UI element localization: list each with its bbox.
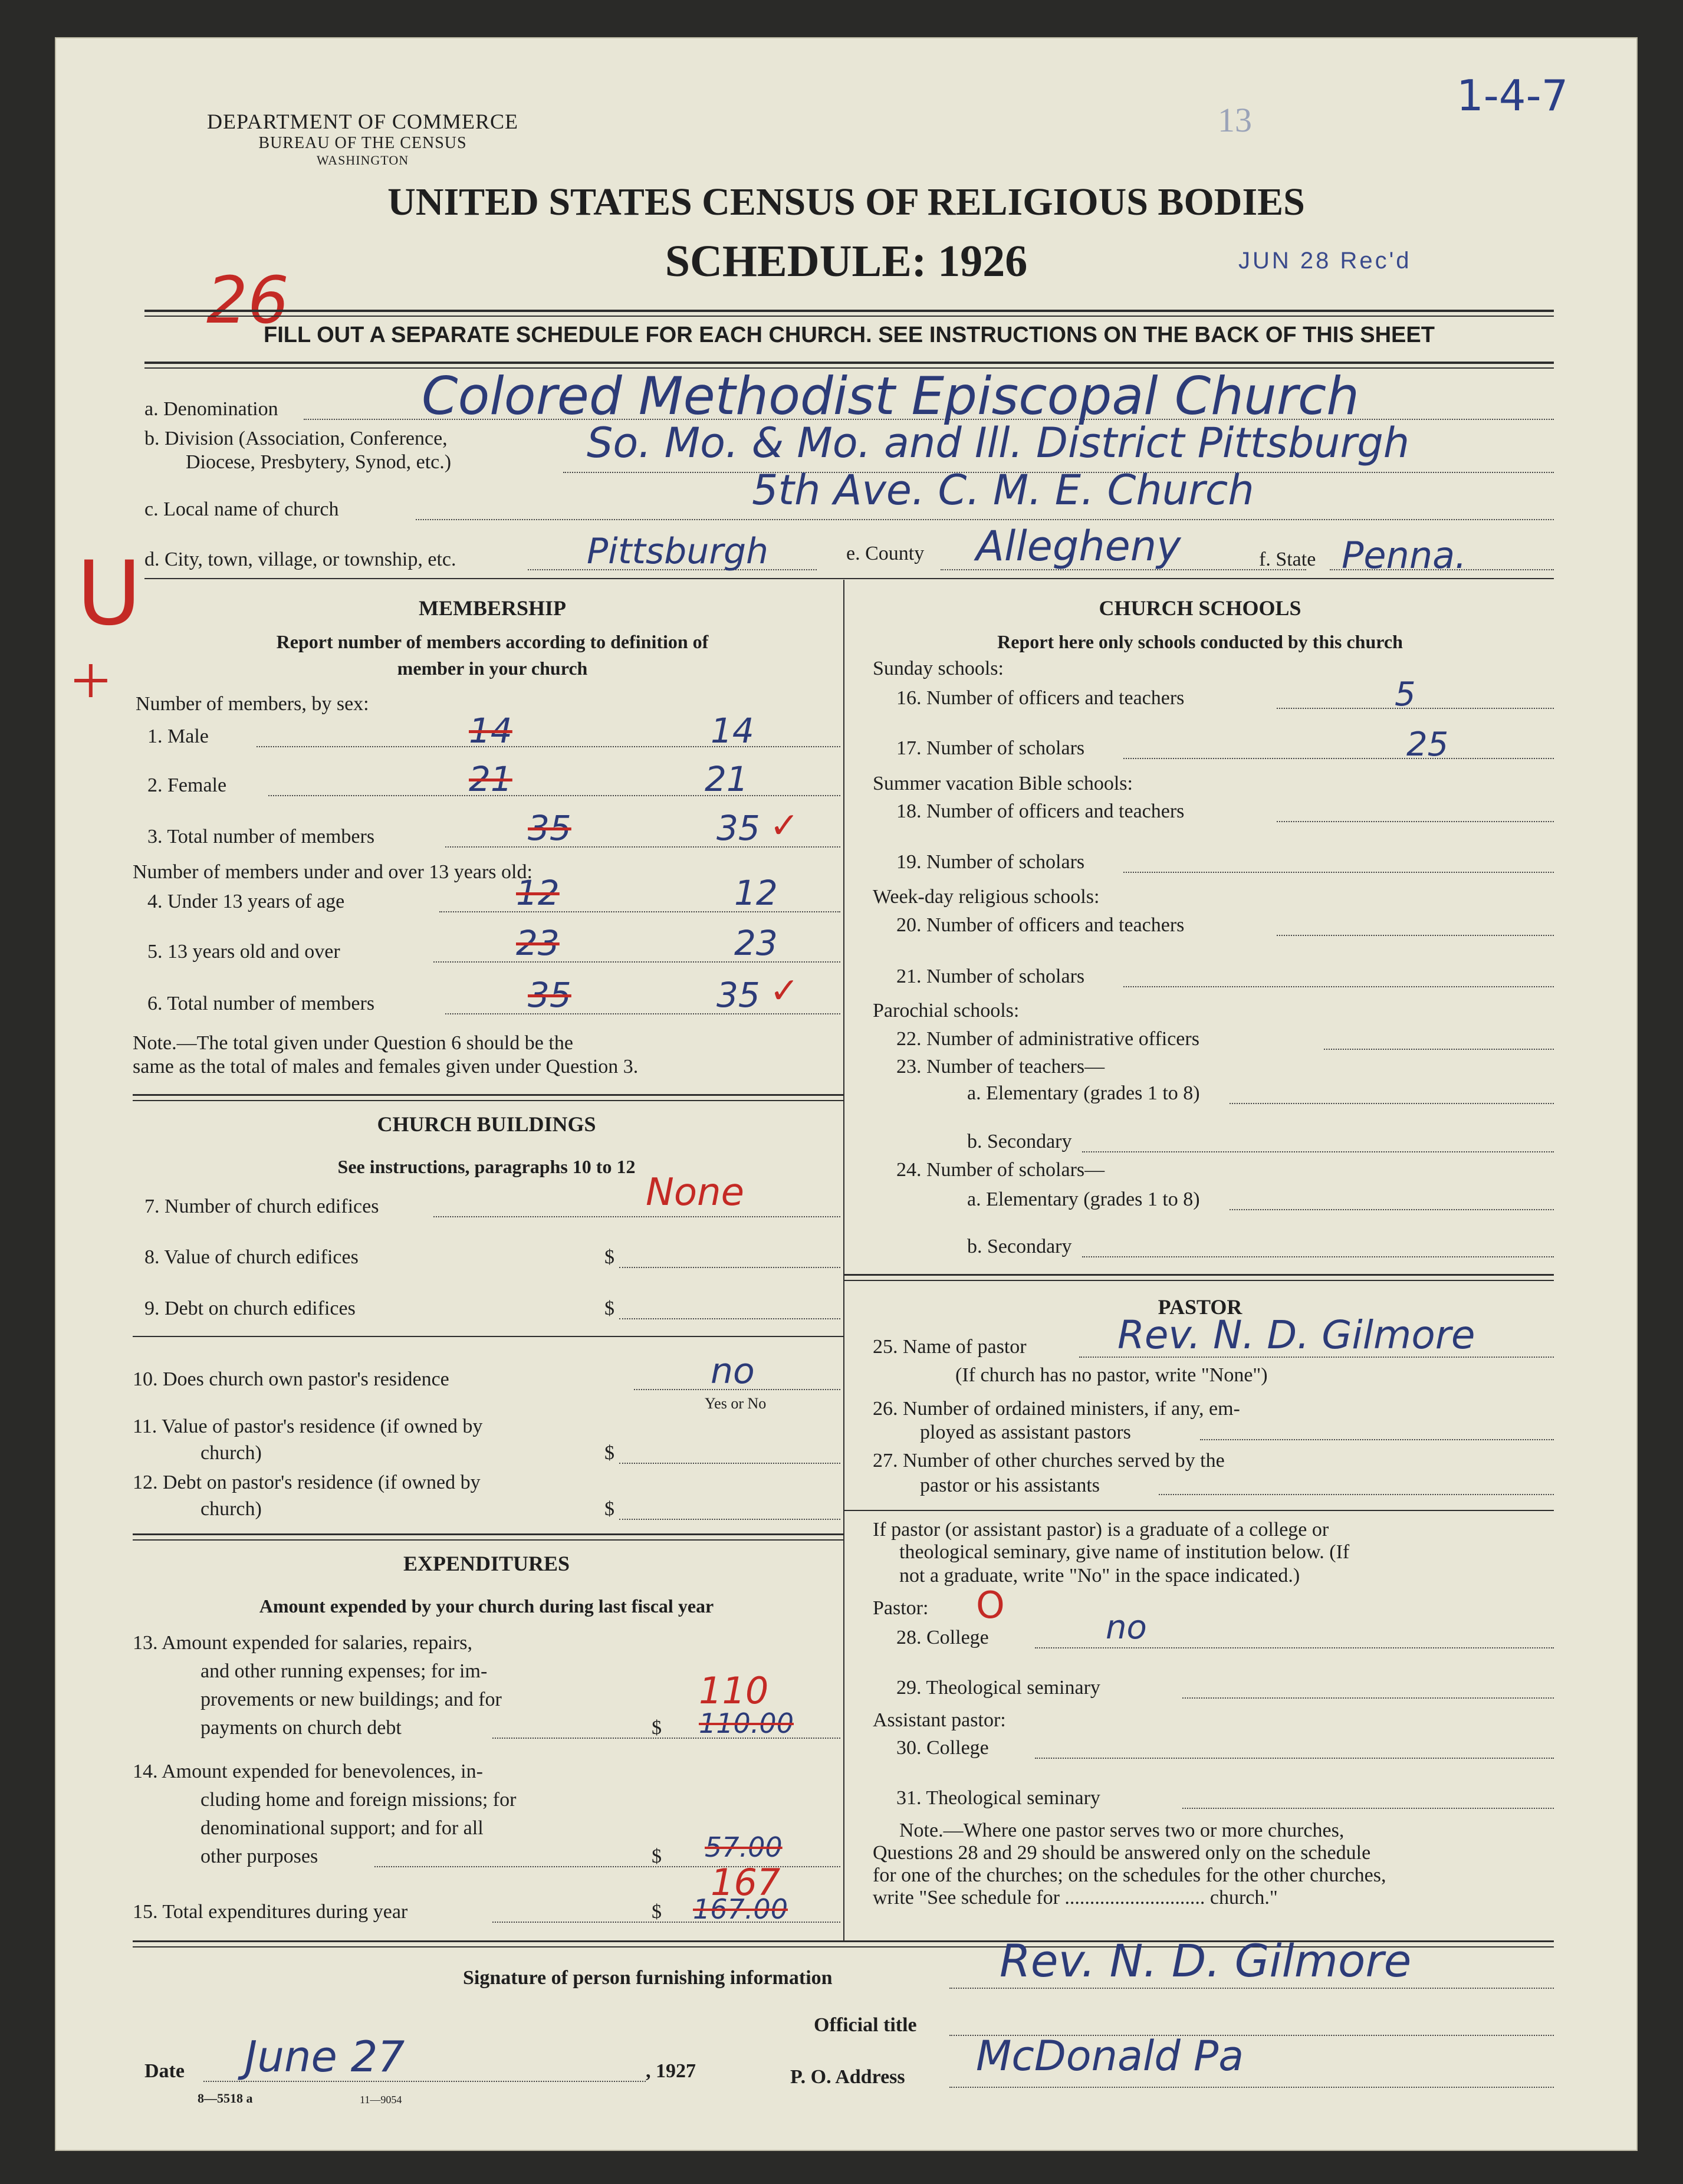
denomination-label: a. Denomination bbox=[144, 398, 278, 420]
header-rule-top-2 bbox=[144, 316, 1554, 317]
q7-line bbox=[433, 1216, 840, 1217]
q16-label: 16. Number of officers and teachers bbox=[896, 687, 1185, 709]
q24a-line bbox=[1230, 1209, 1554, 1210]
q3-line bbox=[445, 846, 840, 848]
membership-sub-1: Report number of members according to definition of bbox=[276, 631, 709, 652]
q25-note: (If church has no pastor, write "None") bbox=[955, 1364, 1268, 1386]
q27-line bbox=[1159, 1494, 1554, 1495]
q15-dollar: $ bbox=[652, 1901, 662, 1923]
q25-label: 25. Name of pastor bbox=[873, 1336, 1027, 1358]
membership-sub-2: member in your church bbox=[397, 658, 588, 679]
column-divider-lower bbox=[843, 1541, 844, 1942]
official-title-label: Official title bbox=[814, 2014, 917, 2036]
q26-line bbox=[1200, 1439, 1554, 1440]
margin-plus: + bbox=[71, 641, 111, 720]
q15-line bbox=[492, 1922, 840, 1923]
q6-struck: 35 bbox=[528, 975, 571, 1015]
q13-dollar: $ bbox=[652, 1717, 662, 1739]
pastor-subhead: Pastor: bbox=[873, 1597, 929, 1619]
q3-check-mark: ✓ bbox=[770, 806, 800, 845]
margin-letter: U bbox=[77, 543, 142, 645]
q18-label: 18. Number of officers and teachers bbox=[896, 800, 1185, 822]
q30-line bbox=[1035, 1758, 1554, 1759]
address-value: McDonald Pa bbox=[976, 2032, 1244, 2080]
q10-label: 10. Does church own pastor's residence bbox=[133, 1368, 449, 1390]
pastor-mark: O bbox=[976, 1584, 1005, 1627]
q20-label: 20. Number of officers and teachers bbox=[896, 914, 1185, 936]
form-title: UNITED STATES CENSUS OF RELIGIOUS BODIES bbox=[387, 180, 1305, 224]
q5-line bbox=[433, 961, 840, 963]
county-value: Allegheny bbox=[976, 522, 1181, 570]
q13-label-4: payments on church debt bbox=[200, 1717, 402, 1739]
buildings-rule-2 bbox=[133, 1533, 843, 1535]
graduate-text-3: not a graduate, write "No" in the space indicated.) bbox=[899, 1565, 1300, 1587]
pastor-note-3: for one of the churches; on the schedules for the other churches, bbox=[873, 1864, 1386, 1886]
form-number: 8—5518 a bbox=[198, 2091, 253, 2106]
q5-struck: 23 bbox=[516, 923, 560, 963]
q13-value: 110 bbox=[699, 1669, 769, 1712]
print-code: 11—9054 bbox=[360, 2094, 402, 2106]
graduate-text-2: theological seminary, give name of institution below. (If bbox=[899, 1541, 1350, 1563]
q6-check-mark: ✓ bbox=[770, 971, 800, 1010]
column-divider bbox=[843, 580, 844, 1659]
q16-value: 5 bbox=[1395, 675, 1416, 714]
weekday-schools-label: Week-day religious schools: bbox=[873, 886, 1100, 908]
q15-struck: 167.00 bbox=[693, 1893, 788, 1925]
q23b-label: b. Secondary bbox=[967, 1131, 1072, 1152]
q21-line bbox=[1123, 986, 1554, 987]
q20-line bbox=[1277, 935, 1554, 936]
q12-line bbox=[619, 1519, 840, 1520]
q29-line bbox=[1182, 1697, 1554, 1699]
q23a-label: a. Elementary (grades 1 to 8) bbox=[967, 1082, 1200, 1104]
q9-label: 9. Debt on church edifices bbox=[144, 1298, 356, 1319]
q27-label-1: 27. Number of other churches served by the bbox=[873, 1450, 1225, 1472]
buildings-sub: See instructions, paragraphs 10 to 12 bbox=[337, 1156, 636, 1177]
q24-label: 24. Number of scholars— bbox=[896, 1159, 1105, 1181]
buildings-heading: CHURCH BUILDINGS bbox=[377, 1112, 596, 1136]
membership-note-2: same as the total of males and females given under Question 3. bbox=[133, 1056, 639, 1078]
q18-line bbox=[1277, 821, 1554, 822]
q14-label-1: 14. Amount expended for benevolences, in- bbox=[133, 1761, 483, 1782]
schools-rule-2 bbox=[843, 1280, 1554, 1281]
membership-rule bbox=[133, 1094, 843, 1096]
division-label-1: b. Division (Association, Conference, bbox=[144, 428, 448, 449]
census-schedule-sheet bbox=[56, 38, 1636, 2150]
q3-label: 3. Total number of members bbox=[147, 826, 375, 848]
faded-stamp-number: 13 bbox=[1218, 101, 1252, 139]
q4-line bbox=[439, 911, 840, 912]
header-rule-bottom bbox=[144, 362, 1554, 364]
file-number: 1-4-7 bbox=[1457, 71, 1569, 120]
yes-no-hint: Yes or No bbox=[705, 1395, 767, 1412]
received-date-stamp: JUN 28 Rec'd bbox=[1238, 248, 1412, 274]
q3-struck: 35 bbox=[528, 808, 571, 848]
signature-line bbox=[949, 1988, 1554, 1989]
q11-dollar: $ bbox=[604, 1442, 614, 1464]
expenditures-sub: Amount expended by your church during last fiscal year bbox=[259, 1595, 714, 1617]
local-name-line bbox=[416, 519, 1554, 520]
city-value: Pittsburgh bbox=[587, 531, 769, 572]
q2-line bbox=[268, 795, 840, 796]
pastor-rule bbox=[843, 1510, 1554, 1511]
q23-label: 23. Number of teachers— bbox=[896, 1056, 1105, 1078]
q6-line bbox=[445, 1013, 840, 1014]
division-label-2: Diocese, Presbytery, Synod, etc.) bbox=[186, 451, 452, 473]
denomination-value: Colored Methodist Episcopal Church bbox=[422, 366, 1360, 426]
address-line bbox=[949, 2087, 1554, 2088]
q28-label: 28. College bbox=[896, 1627, 989, 1648]
schools-rule bbox=[843, 1274, 1554, 1276]
q12-label-2: church) bbox=[200, 1498, 262, 1520]
q22-line bbox=[1324, 1049, 1554, 1050]
q13-label-2: and other running expenses; for im- bbox=[200, 1660, 488, 1682]
q2-value: 21 bbox=[705, 759, 748, 799]
q11-label-1: 11. Value of pastor's residence (if owned by bbox=[133, 1416, 483, 1437]
parochial-schools-label: Parochial schools: bbox=[873, 1000, 1020, 1022]
q1-label: 1. Male bbox=[147, 725, 209, 747]
q1-struck: 14 bbox=[469, 711, 512, 751]
q30-label: 30. College bbox=[896, 1737, 989, 1759]
q19-label: 19. Number of scholars bbox=[896, 851, 1085, 873]
buildings-rule-3 bbox=[133, 1539, 843, 1541]
q10-value: no bbox=[711, 1351, 755, 1392]
q25-value: Rev. N. D. Gilmore bbox=[1117, 1312, 1475, 1358]
q19-line bbox=[1123, 872, 1554, 873]
expenditures-heading: EXPENDITURES bbox=[403, 1552, 570, 1575]
q12-dollar: $ bbox=[604, 1498, 614, 1520]
q31-label: 31. Theological seminary bbox=[896, 1787, 1100, 1809]
q24a-label: a. Elementary (grades 1 to 8) bbox=[967, 1188, 1200, 1210]
q3-value: 35 bbox=[716, 808, 760, 848]
q4-label: 4. Under 13 years of age bbox=[147, 891, 345, 912]
county-label: e. County bbox=[846, 543, 925, 564]
membership-note-1: Note.—The total given under Question 6 should be the bbox=[133, 1032, 573, 1054]
city: WASHINGTON bbox=[316, 153, 409, 168]
q9-dollar: $ bbox=[604, 1298, 614, 1319]
q22-label: 22. Number of administrative officers bbox=[896, 1028, 1199, 1050]
q17-line bbox=[1123, 758, 1554, 759]
buildings-rule bbox=[133, 1336, 843, 1337]
q23b-line bbox=[1082, 1151, 1554, 1152]
q8-line bbox=[619, 1267, 840, 1268]
q28-value: no bbox=[1106, 1608, 1147, 1647]
q14-label-2: cluding home and foreign missions; for bbox=[200, 1789, 517, 1811]
q17-value: 25 bbox=[1406, 725, 1449, 764]
q26-label-2: ployed as assistant pastors bbox=[920, 1421, 1131, 1443]
q13-struck: 110.00 bbox=[699, 1707, 794, 1739]
q4-struck: 12 bbox=[516, 873, 560, 913]
q14-dollar: $ bbox=[652, 1845, 662, 1867]
q7-value: None bbox=[646, 1171, 744, 1214]
sunday-schools-label: Sunday schools: bbox=[873, 658, 1004, 679]
q4-value: 12 bbox=[734, 873, 778, 913]
state-label: f. State bbox=[1259, 549, 1316, 570]
q17-label: 17. Number of scholars bbox=[896, 737, 1085, 759]
q14-label-3: denominational support; and for all bbox=[200, 1817, 484, 1839]
id-rule bbox=[144, 578, 1554, 579]
schools-sub: Report here only schools conducted by this church bbox=[997, 631, 1403, 652]
form-subtitle: SCHEDULE: 1926 bbox=[665, 237, 1028, 286]
q13-label-3: provements or new buildings; and for bbox=[200, 1689, 502, 1710]
q26-label-1: 26. Number of ordained ministers, if any, em- bbox=[873, 1398, 1240, 1420]
bureau: BUREAU OF THE CENSUS bbox=[258, 134, 467, 152]
q24b-line bbox=[1082, 1256, 1554, 1257]
q31-line bbox=[1182, 1808, 1554, 1809]
q5-label: 5. 13 years old and over bbox=[147, 941, 340, 963]
q14-label-4: other purposes bbox=[200, 1845, 318, 1867]
members-by-age: Number of members under and over 13 years old: bbox=[133, 861, 532, 883]
q13-label-1: 13. Amount expended for salaries, repairs, bbox=[133, 1632, 472, 1654]
q11-label-2: church) bbox=[200, 1442, 262, 1464]
members-by-sex: Number of members, by sex: bbox=[136, 693, 369, 715]
signature-label: Signature of person furnishing information bbox=[463, 1967, 833, 1989]
q28-line bbox=[1035, 1647, 1554, 1648]
summer-schools-label: Summer vacation Bible schools: bbox=[873, 773, 1133, 794]
state-value: Penna. bbox=[1342, 534, 1467, 577]
signature-value: Rev. N. D. Gilmore bbox=[1000, 1935, 1412, 1987]
q6-label: 6. Total number of members bbox=[147, 993, 375, 1014]
q2-struck: 21 bbox=[469, 759, 512, 799]
graduate-text-1: If pastor (or assistant pastor) is a graduate of a college or bbox=[873, 1519, 1329, 1541]
department: DEPARTMENT OF COMMERCE bbox=[207, 110, 518, 133]
date-value: June 27 bbox=[245, 2032, 405, 2081]
q21-label: 21. Number of scholars bbox=[896, 965, 1085, 987]
q9-line bbox=[619, 1318, 840, 1319]
membership-rule-2 bbox=[133, 1100, 843, 1101]
q6-value: 35 bbox=[716, 975, 760, 1015]
q29-label: 29. Theological seminary bbox=[896, 1677, 1100, 1699]
division-value: So. Mo. & Mo. and Ill. District Pittsburgh bbox=[587, 419, 1410, 467]
local-name-value: 5th Ave. C. M. E. Church bbox=[752, 466, 1254, 514]
department-block bbox=[150, 109, 575, 168]
q23a-line bbox=[1230, 1103, 1554, 1104]
pastor-note-2: Questions 28 and 29 should be answered only on the schedule bbox=[873, 1842, 1371, 1864]
pastor-note-1: Note.—Where one pastor serves two or more churches, bbox=[899, 1820, 1345, 1841]
pastor-heading: PASTOR bbox=[1158, 1295, 1242, 1319]
q5-value: 23 bbox=[734, 923, 778, 963]
assistant-pastor-subhead: Assistant pastor: bbox=[873, 1709, 1006, 1731]
city-label: d. City, town, village, or township, etc. bbox=[144, 549, 456, 570]
q11-line bbox=[619, 1463, 840, 1464]
membership-heading: MEMBERSHIP bbox=[418, 596, 566, 620]
address-label: P. O. Address bbox=[790, 2066, 905, 2088]
q8-label: 8. Value of church edifices bbox=[144, 1246, 359, 1268]
header-rule-top bbox=[144, 310, 1554, 312]
margin-number: 26 bbox=[206, 262, 289, 338]
q15-label: 15. Total expenditures during year bbox=[133, 1901, 408, 1923]
q8-dollar: $ bbox=[604, 1246, 614, 1268]
date-year: , 1927 bbox=[646, 2060, 696, 2082]
schools-heading: CHURCH SCHOOLS bbox=[1099, 596, 1301, 620]
q2-label: 2. Female bbox=[147, 774, 227, 796]
q14-struck: 57.00 bbox=[705, 1831, 783, 1863]
pastor-note-4: write "See schedule for ............................ church." bbox=[873, 1887, 1278, 1909]
q15-value: 167 bbox=[711, 1861, 781, 1904]
q7-label: 7. Number of church edifices bbox=[144, 1196, 379, 1217]
local-name-label: c. Local name of church bbox=[144, 498, 339, 520]
q12-label-1: 12. Debt on pastor's residence (if owned by bbox=[133, 1472, 481, 1493]
instruction-line: FILL OUT A SEPARATE SCHEDULE FOR EACH CHURCH. SEE INSTRUCTIONS ON THE BACK OF THIS SHEET bbox=[264, 323, 1435, 347]
q24b-label: b. Secondary bbox=[967, 1236, 1072, 1257]
q1-value: 14 bbox=[711, 711, 754, 751]
date-label: Date bbox=[144, 2060, 185, 2082]
q27-label-2: pastor or his assistants bbox=[920, 1474, 1100, 1496]
